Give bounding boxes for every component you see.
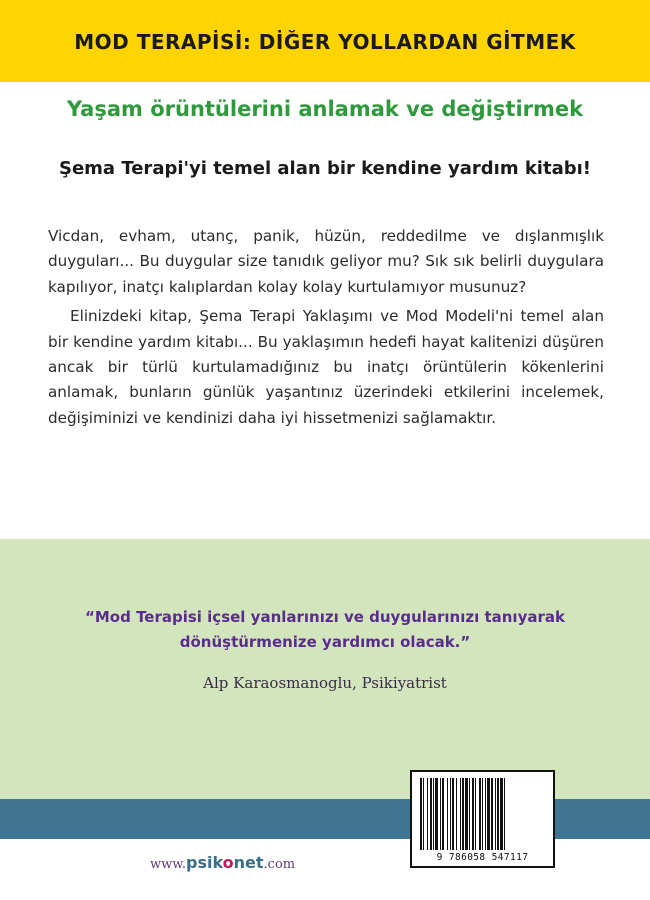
logo-text-2: net [233, 853, 264, 872]
series-title: MOD TERAPİSİ: DİĞER YOLLARDAN GİTMEK [74, 30, 576, 54]
website-prefix: www. [150, 857, 186, 872]
isbn-number: 9 786058 547117 [436, 852, 529, 863]
blurb-paragraph-2: Elinizdeki kitap, Şema Terapi Yaklaşımı ve Mod Modeli'ni temel alan bir kendine yardım kitabı... Bu yaklaşımın hedefi hayat kalitenizi düşüren ancak bir türlü kurtulamadığınız bu inatçı örüntülerin kökenlerini anlamak, bunların günlük yaşantınız üzerindeki etkilerini incelemek, değişiminizi ve kendinizi daha iyi hissetmenizi sağlamaktır. [48, 307, 604, 427]
barcode-bars [418, 778, 547, 850]
isbn-barcode [410, 770, 555, 868]
publisher-website[interactable] [150, 853, 295, 872]
endorsement-author: Alp Karaosmanoglu, Psikiyatrist [203, 674, 447, 692]
blurb-text [48, 224, 604, 431]
book-subtitle: Yaşam örüntülerini anlamak ve değiştirmek [66, 97, 584, 121]
book-tagline: Şema Terapi'yi temel alan bir kendine yardım kitabı! [59, 158, 591, 179]
endorsement-quote: “Mod Terapisi içsel yanlarınızı ve duygularınızı tanıyarak dönüştürmenize yardımcı olacak.” [85, 608, 565, 651]
endorsement-band [0, 539, 650, 799]
blurb-paragraph-1: Vicdan, evham, utanç, panik, hüzün, reddedilme ve dışlanmışlık duyguları... Bu duygular size tanıdık geliyor mu? Sık sık belirli duygulara kapılıyor, inatçı kalıplardan kolay kolay kurtulamıyor musunuz? [48, 227, 604, 296]
logo-text-1: psik [185, 853, 223, 872]
logo-o-icon: o [222, 853, 234, 872]
website-suffix: .com [263, 857, 296, 872]
publisher-logo [186, 853, 264, 872]
